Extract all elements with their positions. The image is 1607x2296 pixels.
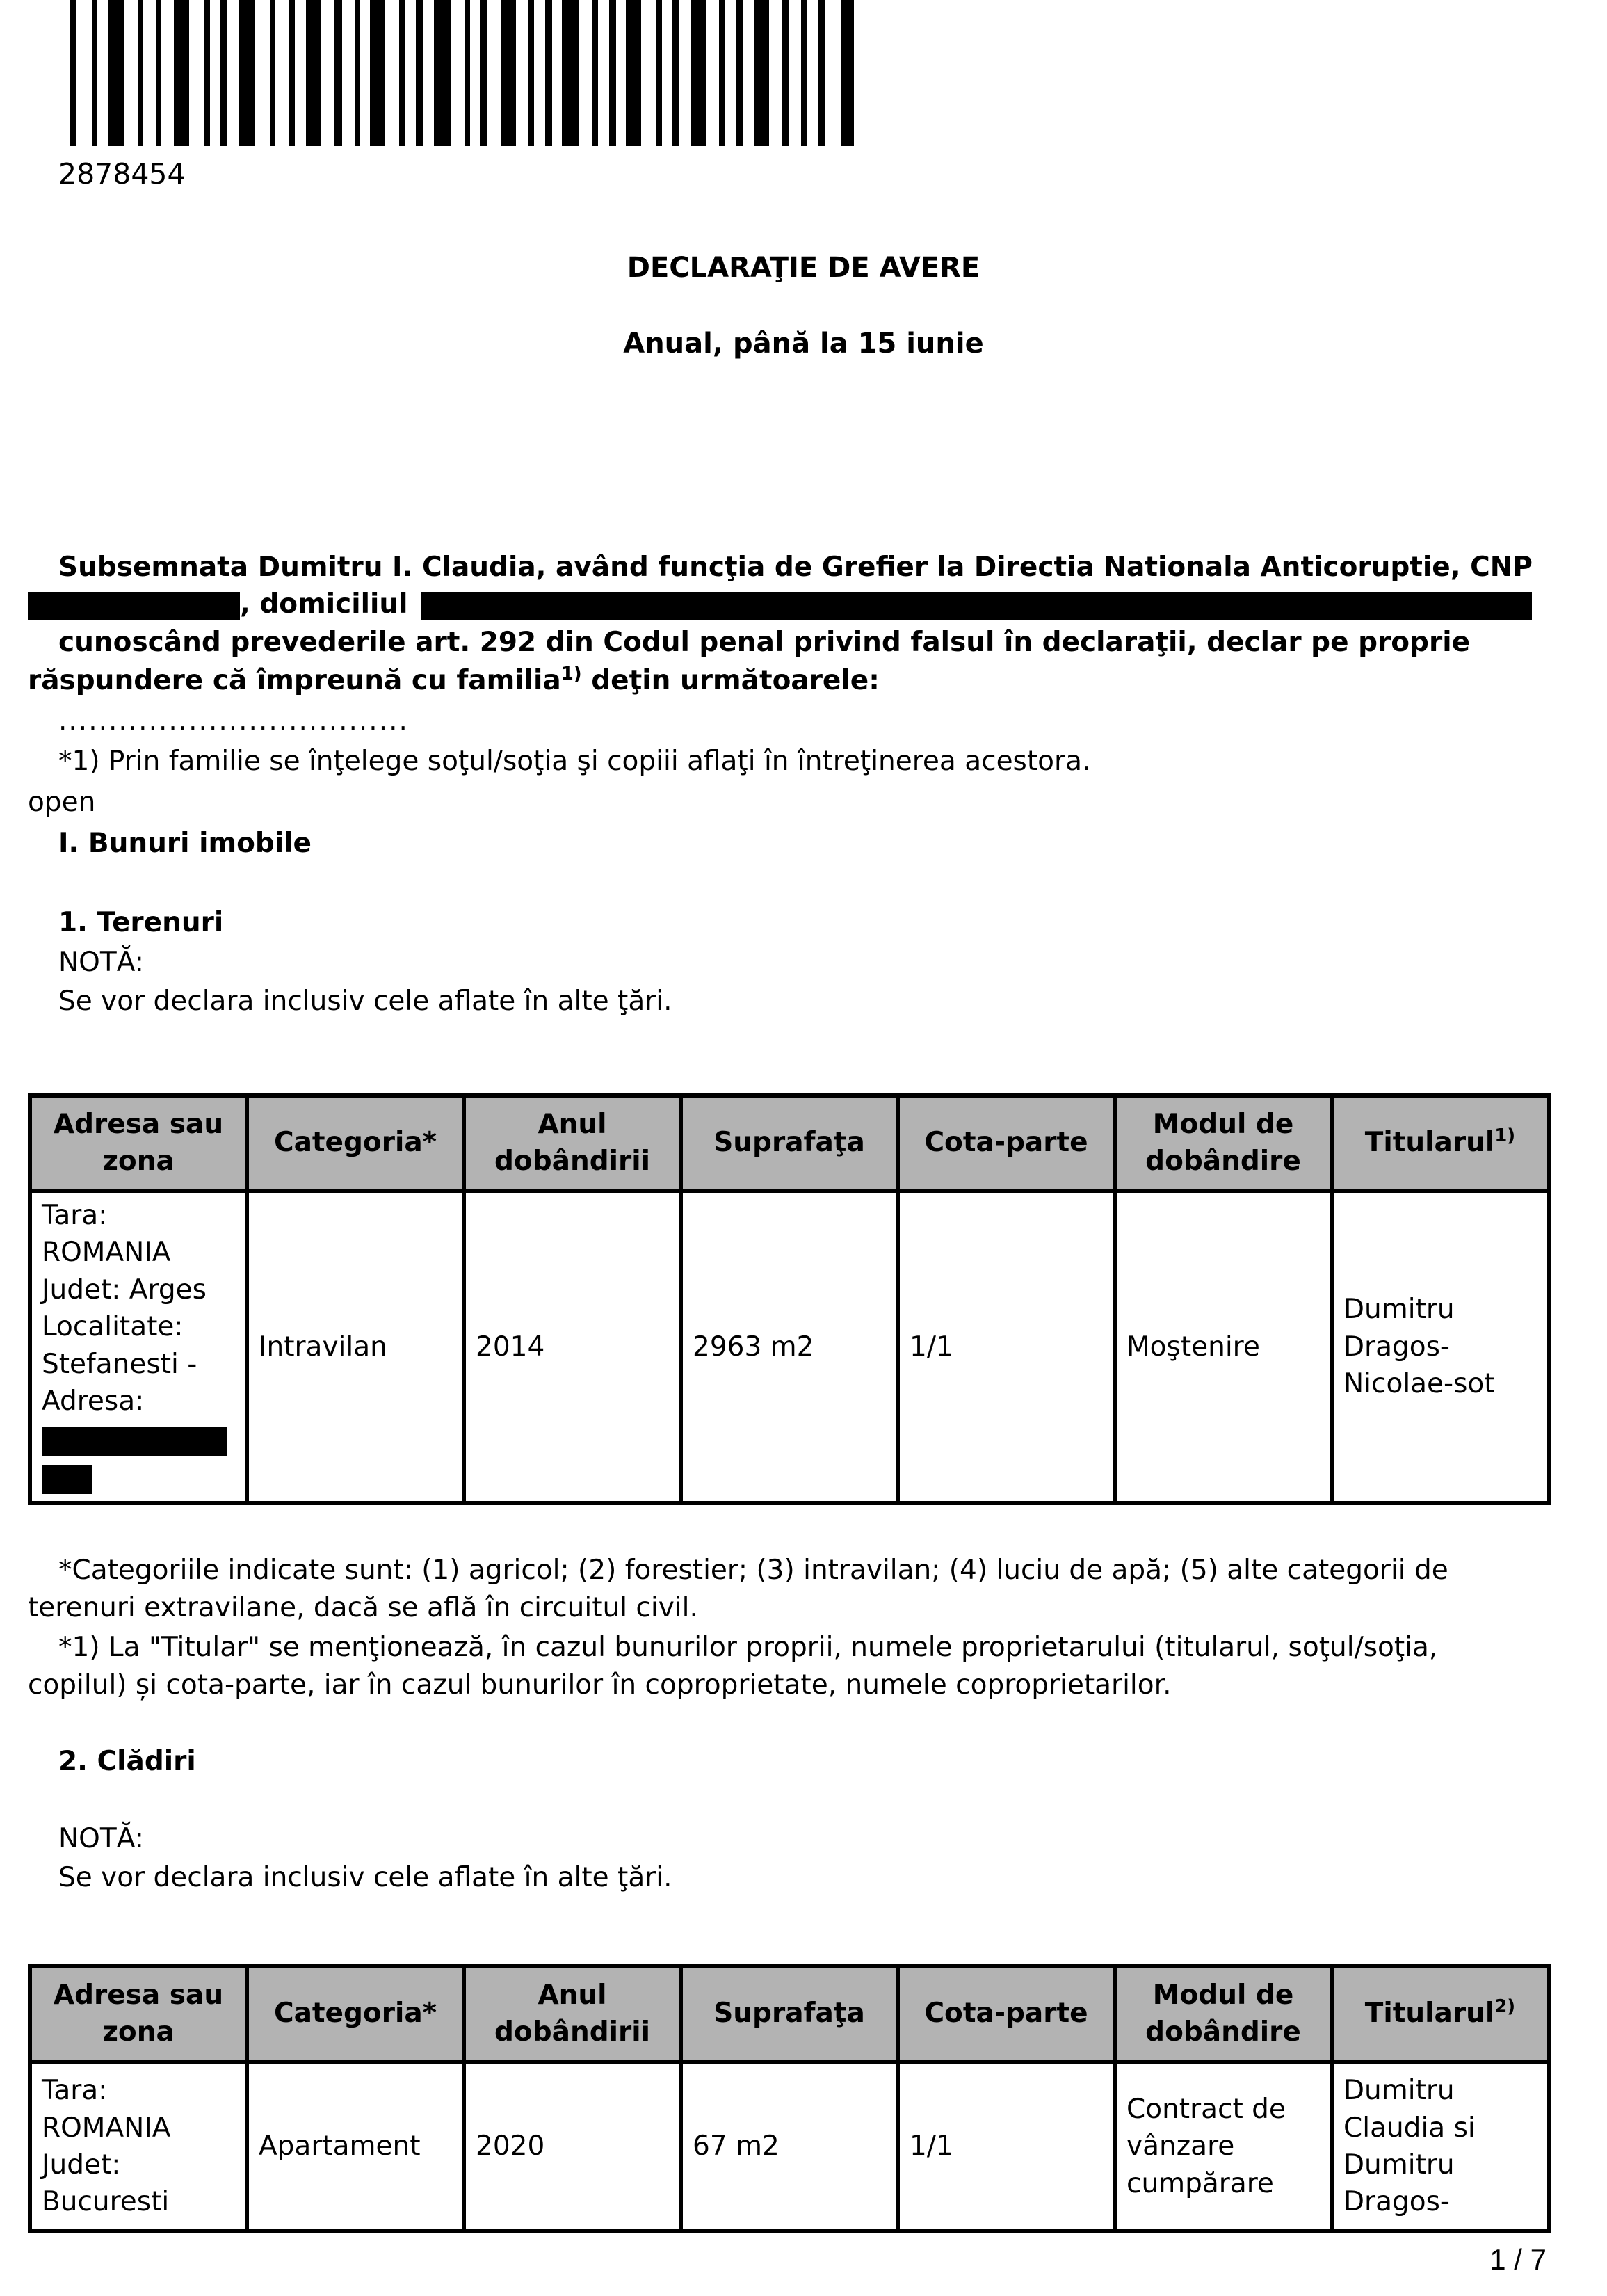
barcode-bar [138, 0, 143, 146]
barcode-bar [108, 0, 124, 146]
cladiri-table [28, 1964, 1551, 2233]
note-label: NOTĂ: [58, 1823, 144, 1854]
header-titular [1332, 1966, 1549, 2062]
barcode-bar [70, 0, 76, 146]
header-cota: Cota-parte [898, 1966, 1115, 2062]
addr-line: ROMANIA [42, 1237, 171, 1269]
header-anul: Anul dobândirii [464, 1966, 681, 2062]
header-titular-sup: 1) [1494, 1125, 1516, 1147]
barcode-bar [465, 0, 470, 146]
barcode-bar [239, 0, 255, 146]
header-suprafata: Suprafaţa [681, 1095, 898, 1191]
barcode-bar [691, 0, 706, 146]
barcode-bar [289, 0, 295, 146]
cell-adresa [30, 2062, 247, 2231]
titular-note-line-1: *1) La "Titular" se menţionează, în cazul bunurilor proprii, numele proprietarului (titularul, soţul/soţia, [58, 1632, 1438, 1663]
cell-adresa [30, 1191, 247, 1503]
cell-titular [1332, 2062, 1549, 2231]
titular-line: Dumitru [1343, 1294, 1455, 1326]
barcode-bar [592, 0, 598, 146]
barcode-bar [528, 0, 534, 146]
barcode-bar [672, 0, 679, 146]
header-categoria: Categoria* [247, 1095, 464, 1191]
header-modul: Modul de dobândire [1115, 1095, 1332, 1191]
header-modul: Modul de dobândire [1115, 1966, 1332, 2062]
header-titular-sup: 2) [1494, 1996, 1516, 2018]
section-heading-bunuri-imobile: I. Bunuri imobile [58, 828, 312, 859]
barcode-bar [370, 0, 385, 146]
cell-categoria: Apartament [247, 2062, 464, 2231]
barcode-bar [818, 0, 825, 146]
note-text: Se vor declara inclusiv cele aflate în alte ţări. [58, 986, 672, 1017]
barcode-bar [609, 0, 616, 146]
intro-line-4 [28, 662, 1558, 700]
intro-line-4-end: deţin următoarele: [581, 665, 880, 696]
cell-categoria: Intravilan [247, 1191, 464, 1503]
footnote-marker: 1) [560, 664, 582, 684]
redacted-address-line-2 [42, 1465, 92, 1494]
barcode-number: 2878454 [58, 157, 186, 191]
barcode-bar [656, 0, 662, 146]
addr-line: Stefanesti - [42, 1348, 197, 1380]
header-adresa: Adresa sau zona [30, 1966, 247, 2062]
note-text: Se vor declara inclusiv cele aflate în alte ţări. [58, 1862, 672, 1893]
addr-line: Tara: [42, 1200, 108, 1231]
barcode-bar [416, 0, 423, 146]
domiciliu-label: , domiciliul [240, 588, 408, 620]
titular-line: Dragos- [1343, 2186, 1450, 2218]
titular-note-line-2: copilul) și cota-parte, iar în cazul bunurilor în coproprietate, numele coproprietarilor. [28, 1669, 1172, 1701]
barcode-bar [174, 0, 189, 146]
barcode-bar [545, 0, 552, 146]
header-titular-text: Titularul [1364, 1998, 1495, 2030]
barcode-bar [841, 0, 854, 146]
addr-line: Bucuresti [42, 2186, 170, 2218]
table-row [30, 2062, 1549, 2231]
intro-line-3: cunoscând prevederile art. 292 din Codul penal privind falsul în declaraţii, declar pe proprie [58, 627, 1471, 658]
barcode-bar [562, 0, 579, 146]
cell-anul: 2014 [464, 1191, 681, 1503]
cell-suprafata: 2963 m2 [681, 1191, 898, 1503]
redacted-domiciliu [421, 592, 1532, 620]
document-subtitle: Anual, până la 15 iunie [623, 328, 984, 360]
barcode-bar [801, 0, 807, 146]
subsection-heading-terenuri: 1. Terenuri [58, 907, 224, 938]
cell-cota: 1/1 [898, 2062, 1115, 2231]
addr-line: Adresa: [42, 1386, 145, 1418]
titular-line: Nicolae-sot [1343, 1367, 1495, 1399]
barcode-bar [501, 0, 516, 146]
titular-line: Claudia si [1343, 2112, 1476, 2144]
redacted-address-line-1 [42, 1427, 227, 1456]
header-cota: Cota-parte [898, 1095, 1115, 1191]
terenuri-table [28, 1093, 1551, 1505]
barcode-bar [399, 0, 405, 146]
intro-line-1: Subsemnata Dumitru I. Claudia, având funcţia de Grefier la Directia Nationala Anticoruptie, CNP [58, 552, 1533, 583]
addr-line: ROMANIA [42, 2112, 171, 2144]
page-number: 1 / 7 [1489, 2243, 1547, 2276]
barcode-bar [156, 0, 161, 146]
addr-line: Localitate: [42, 1311, 184, 1343]
cell-cota: 1/1 [898, 1191, 1115, 1503]
header-suprafata: Suprafaţa [681, 1966, 898, 2062]
barcode-bar [334, 0, 342, 146]
categorii-note-line-1: *Categoriile indicate sunt: (1) agricol; (2) forestier; (3) intravilan; (4) luciu de apă; (5) alte categorii de [58, 1555, 1448, 1586]
note-label: NOTĂ: [58, 947, 144, 978]
titular-line: Dragos- [1343, 1331, 1450, 1363]
modul-line: vânzare [1126, 2130, 1235, 2162]
intro-line-2 [28, 586, 1558, 625]
header-categoria: Categoria* [247, 1966, 464, 2062]
cell-modul [1115, 2062, 1332, 2231]
table-header-row [30, 1966, 1549, 2062]
addr-line: Tara: [42, 2075, 108, 2107]
table-header-row [30, 1095, 1549, 1191]
table-row [30, 1191, 1549, 1503]
subsection-heading-cladiri: 2. Clădiri [58, 1746, 196, 1777]
barcode-bar [270, 0, 275, 146]
barcode-bar [92, 0, 97, 146]
titular-line: Dumitru [1343, 2149, 1455, 2181]
barcode-bar [754, 0, 769, 146]
barcode-bar [434, 0, 451, 146]
modul-line: cumpărare [1126, 2167, 1274, 2199]
redacted-address [42, 1427, 235, 1494]
header-adresa: Adresa sau zona [30, 1095, 247, 1191]
addr-line: Judet: [42, 2149, 121, 2181]
document-title: DECLARAŢIE DE AVERE [627, 252, 980, 284]
barcode-bar [220, 0, 227, 146]
barcode-bar [736, 0, 743, 146]
open-label: open [28, 787, 96, 818]
intro-line-4-text: răspundere că împreună cu familia [28, 665, 561, 696]
barcode-bar [719, 0, 725, 146]
titular-line: Dumitru [1343, 2075, 1455, 2107]
header-anul: Anul dobândirii [464, 1095, 681, 1191]
addr-line: Judet: Arges [42, 1274, 207, 1306]
modul-line: Contract de [1126, 2093, 1286, 2125]
header-titular [1332, 1095, 1549, 1191]
barcode-bar [306, 0, 321, 146]
barcode-bar [782, 0, 789, 146]
family-footnote: *1) Prin familie se înţelege soţul/soţia şi copiii aflaţi în întreţinerea acestora. [58, 746, 1091, 777]
cell-titular [1332, 1191, 1549, 1503]
barcode-bar [355, 0, 360, 146]
cell-anul: 2020 [464, 2062, 681, 2231]
barcode-bar [204, 0, 210, 146]
categorii-note-line-2: terenuri extravilane, dacă se află în circuitul civil. [28, 1592, 698, 1623]
barcode-bar [626, 0, 641, 146]
redacted-cnp [28, 592, 240, 620]
dotted-separator: ................................... [58, 705, 409, 737]
barcode-bar [480, 0, 487, 146]
header-titular-text: Titularul [1364, 1127, 1495, 1159]
barcode-graphic [70, 0, 855, 146]
cell-modul: Moştenire [1115, 1191, 1332, 1503]
cell-suprafata: 67 m2 [681, 2062, 898, 2231]
